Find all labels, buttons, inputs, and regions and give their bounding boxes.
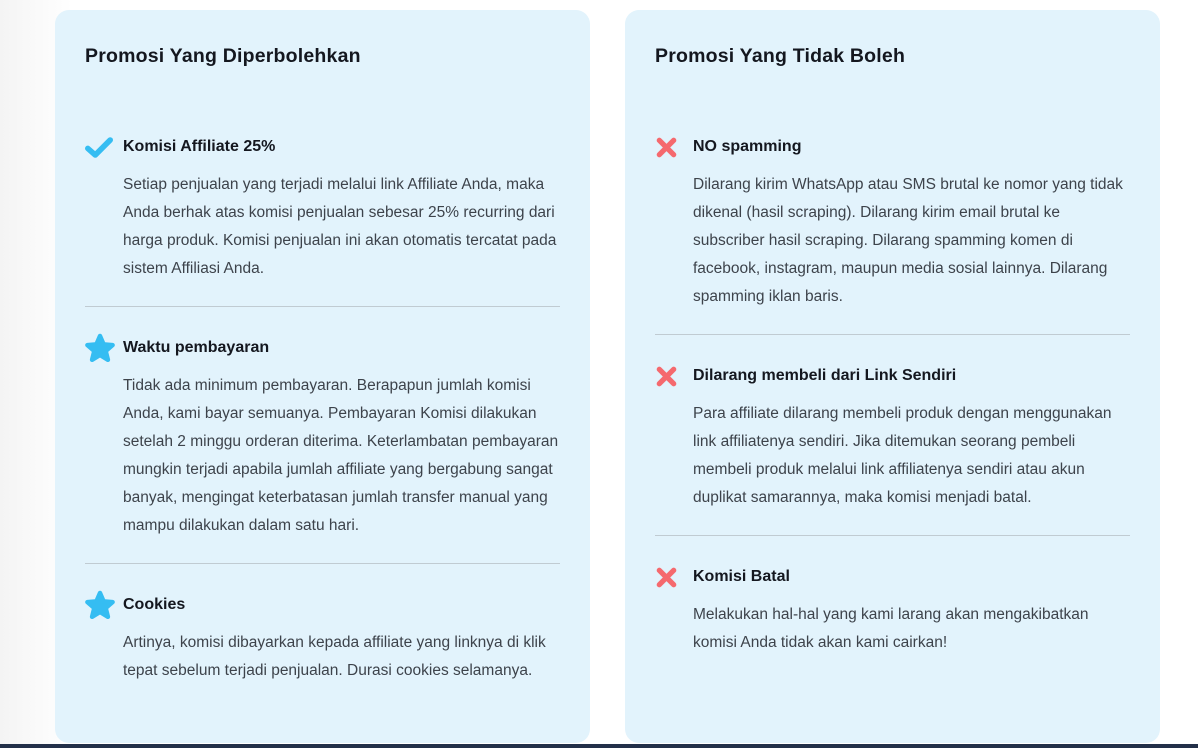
card-title-allowed: Promosi Yang Diperbolehkan [85, 45, 361, 67]
item-body: Para affiliate dilarang membeli produk dengan menggunakan link affiliatenya sendiri. Jika ditemukan seorang pembeli membeli produk melalui link affiliatenya sendiri atau akun duplikat samarannya, maka komisi menjadi batal. [693, 405, 1112, 506]
list-item-content [123, 594, 560, 685]
item-body: Melakukan hal-hal yang kami larang akan mengakibatkan komisi Anda tidak akan kami cairkan! [693, 606, 1089, 651]
x-icon [655, 136, 693, 158]
item-heading: Waktu pembayaran [123, 339, 270, 356]
item-body: Setiap penjualan yang terjadi melalui link Affiliate Anda, maka Anda berhak atas komisi penjualan sebesar 25% recurring dari harga produk. Komisi penjualan ini akan otomatis tercatat pada sistem Affiliasi Anda. [123, 176, 557, 277]
item-heading: Cookies [123, 596, 186, 613]
check-icon [85, 136, 123, 158]
item-heading: Komisi Affiliate 25% [123, 138, 276, 155]
item-body: Artinya, komisi dibayarkan kepada affiliate yang linknya di klik tepat sebelum terjadi penjualan. Durasi cookies selamanya. [123, 634, 546, 679]
card-forbidden-promotions [625, 10, 1160, 743]
list-item-content [123, 337, 560, 540]
list-item-content [693, 365, 1130, 512]
list-item [655, 136, 1130, 311]
x-icon [655, 566, 693, 588]
list-item [655, 365, 1130, 512]
divider [85, 563, 560, 564]
item-heading: Komisi Batal [693, 568, 790, 585]
list-item-content [693, 136, 1130, 311]
list-item [85, 136, 560, 283]
divider [85, 306, 560, 307]
list-item-content [123, 136, 560, 283]
divider [655, 334, 1130, 335]
item-body: Tidak ada minimum pembayaran. Berapapun jumlah komisi Anda, kami bayar semuanya. Pembayaran Komisi dilakukan setelah 2 minggu orderan diterima. Keterlambatan pembayaran mungkin terjadi apabila jumlah affiliate yang bergabung sangat banyak, mengingat keterbatasan jumlah transfer manual yang mampu dilakukan dalam satu hari. [123, 377, 559, 534]
list-item [85, 594, 560, 685]
list-item [655, 566, 1130, 657]
card-allowed-promotions [55, 10, 590, 743]
star-icon [85, 594, 123, 616]
list-item [85, 337, 560, 540]
list-item-content [693, 566, 1130, 657]
card-title-forbidden: Promosi Yang Tidak Boleh [655, 45, 906, 67]
star-icon [85, 337, 123, 359]
item-heading: Dilarang membeli dari Link Sendiri [693, 367, 957, 384]
x-icon [655, 365, 693, 387]
item-heading: NO spamming [693, 138, 802, 155]
footer-bar [0, 744, 1198, 748]
divider [655, 535, 1130, 536]
item-body: Dilarang kirim WhatsApp atau SMS brutal ke nomor yang tidak dikenal (hasil scraping). Dilarang kirim email brutal ke subscriber hasil scraping. Dilarang spamming komen di facebook, instagram, maupun media sosial lainnya. Dilarang spamming iklan baris. [693, 176, 1123, 305]
